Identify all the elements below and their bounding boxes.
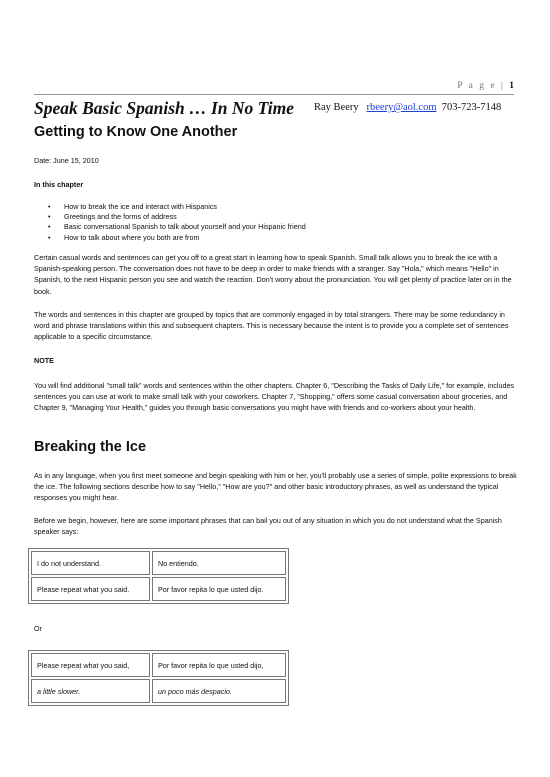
or-label: Or bbox=[34, 624, 42, 633]
list-item: • How to break the ice and interact with Hispanics bbox=[34, 202, 306, 212]
grouping-paragraph: The words and sentences in this chapter are grouped by topics that are commonly engaged in by total strangers. There may be some redundancy in word and phrase translations within this and subsequent chapters. This is necessary because the intent is to provide you a complete set of sentences applicable to a specific circumstance. bbox=[34, 310, 509, 342]
english-cell: Please repeat what you said, bbox=[31, 653, 150, 677]
bailout-paragraph: Before we begin, however, here are some important phrases that can bail you out of any situation in which you do not understand what the Spanish speaker says: bbox=[34, 516, 502, 537]
title-block bbox=[34, 98, 524, 120]
page-number bbox=[457, 81, 514, 91]
list-item: • Greetings and the forms of address bbox=[34, 212, 306, 222]
icebreak-paragraph: As in any language, when you first meet someone and begin speaking with him or her, you'll probably use a series of simple, polite expressions to break the ice. The following sections describe how to say "Hello," "How are you?" and other basic introductory phrases, as well as understand the typical responses you might hear. bbox=[34, 471, 517, 503]
header-rule bbox=[34, 94, 514, 95]
note-paragraph: You will find additional "small talk" words and sentences within the other chapters. Chapter 6, "Describing the Tasks of Daily Life," for example, includes sentences you can use at work to make small talk with your coworkers. Chapter 7, "Shopping," offers some casual conversation about groceries, and Chapter 9, "Managing Your Health," guides you through basic conversations you might have with friends and co-workers about your health. bbox=[34, 381, 515, 413]
phrase-table-2 bbox=[28, 650, 289, 706]
table-row bbox=[31, 551, 286, 575]
table-row bbox=[31, 577, 286, 601]
english-cell: Please repeat what you said. bbox=[31, 577, 150, 601]
in-chapter-label: In this chapter bbox=[34, 180, 84, 189]
english-cell: I do not understand. bbox=[31, 551, 150, 575]
intro-paragraph: Certain casual words and sentences can get you off to a great start in learning how to speak Spanish. Small talk allows you to break the ice with a Spanish-speaking person. The conversation does not have to be deep in order to make friends with a stranger. Say "Hola," which means "Hello" in Spanish, to the next Hispanic person you see and watch the reaction. Don't worry about the pronunciation. You will get plenty of practice later on in the book. bbox=[34, 253, 512, 296]
table-row bbox=[31, 653, 286, 677]
english-cell: a little slower. bbox=[31, 679, 150, 703]
section-heading-breaking-the-ice: Breaking the Ice bbox=[34, 439, 147, 455]
table-row bbox=[31, 679, 286, 703]
section-heading-getting-to-know: Getting to Know One Another bbox=[34, 124, 238, 140]
date-line: Date: June 15, 2010 bbox=[34, 156, 99, 165]
document-title: Speak Basic Spanish … In No Time bbox=[34, 98, 294, 118]
spanish-cell: Por favor repita lo que usted dijo. bbox=[152, 577, 286, 601]
author-line bbox=[314, 102, 501, 113]
note-label: NOTE bbox=[34, 356, 54, 365]
author-name: Ray Beery bbox=[314, 102, 359, 113]
page-number-value: 1 bbox=[509, 81, 514, 91]
phone-number: 703-723-7148 bbox=[441, 102, 502, 113]
chapter-topics-list bbox=[34, 202, 306, 243]
spanish-cell: No entiendo. bbox=[152, 551, 286, 575]
spanish-cell: un poco más despacio. bbox=[152, 679, 286, 703]
email-link[interactable]: rbeery@aol.com bbox=[366, 102, 437, 113]
list-item: • Basic conversational Spanish to talk about yourself and your Hispanic friend bbox=[34, 222, 306, 232]
phrase-table-1 bbox=[28, 548, 289, 604]
spanish-cell: Por favor repita lo que usted dijo, bbox=[152, 653, 286, 677]
list-item: • How to talk about where you both are from bbox=[34, 233, 306, 243]
page-label: P a g e | bbox=[457, 81, 505, 91]
